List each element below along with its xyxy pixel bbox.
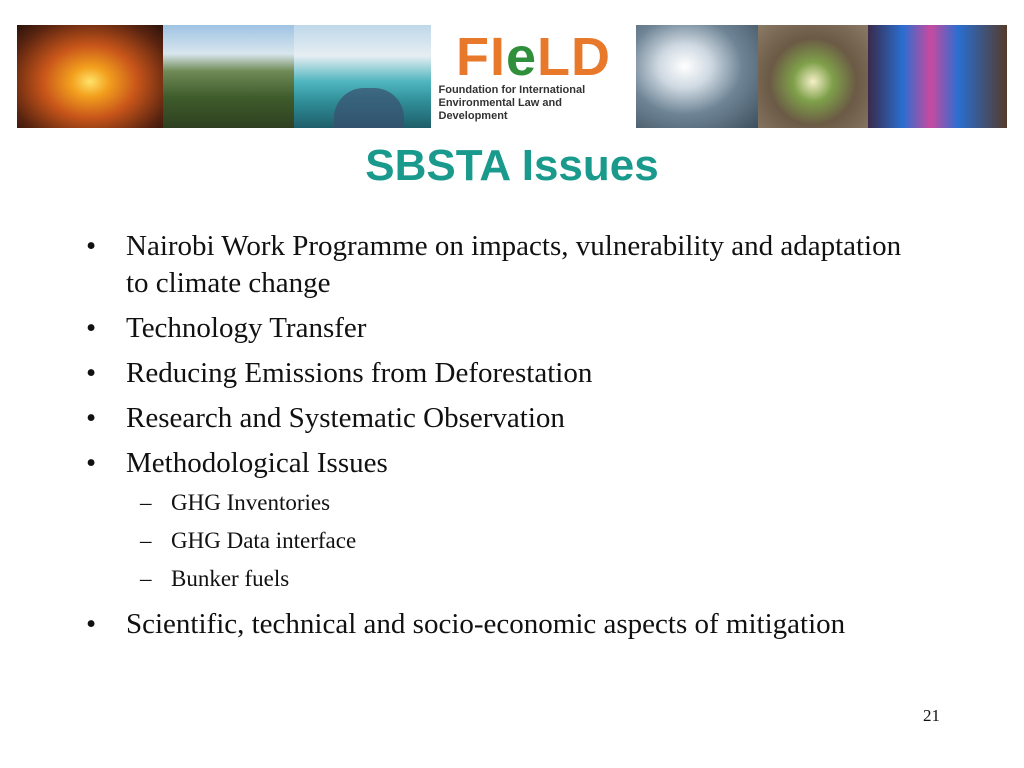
logo-word-fi: FI [455, 27, 506, 87]
bullet-list [86, 228, 916, 643]
dancers-photo [868, 25, 1007, 128]
field-logo [431, 25, 636, 128]
bullet-text: Methodological Issues [126, 447, 388, 479]
sub-bullet-item [126, 522, 916, 560]
logo-word-ld: LD [537, 27, 612, 87]
logo-word-e: e [505, 27, 538, 87]
bullet-item [86, 445, 916, 598]
sub-bullet-text: GHG Inventories [171, 490, 331, 515]
sub-bullet-item [126, 484, 916, 522]
boat-sea-photo [294, 25, 431, 128]
bullet-item [86, 228, 916, 302]
slide-content [86, 228, 916, 651]
sub-bullet-item [126, 560, 916, 598]
slide-title: SBSTA Issues [365, 141, 659, 190]
bullet-item [86, 606, 916, 643]
bullet-text: Reducing Emissions from Deforestation [126, 357, 593, 389]
logo-subtitle [439, 84, 629, 123]
bullet-item [86, 355, 916, 392]
bullet-text: Nairobi Work Programme on impacts, vulnerability and adaptation to climate change [126, 230, 902, 299]
mountain-photo [163, 25, 294, 128]
sub-bullet-text: GHG Data interface [171, 528, 357, 553]
logo-subtitle-line2: Environmental Law and Development [438, 97, 562, 122]
sunset-photo [17, 25, 163, 128]
bullet-item [86, 400, 916, 437]
flowers-photo [758, 25, 868, 128]
bullet-text: Technology Transfer [126, 312, 367, 344]
logo-wordmark [455, 27, 612, 87]
page-number: 21 [923, 706, 940, 725]
sub-bullet-list [126, 484, 916, 598]
clouds-sky-photo [636, 25, 758, 128]
header-banner [17, 25, 1007, 128]
bullet-item [86, 310, 916, 347]
logo-subtitle-line1: Foundation for International [438, 84, 586, 96]
sub-bullet-text: Bunker fuels [171, 566, 290, 591]
bullet-text: Research and Systematic Observation [126, 402, 565, 434]
bullet-text: Scientific, technical and socio-economic aspects of mitigation [126, 608, 846, 640]
